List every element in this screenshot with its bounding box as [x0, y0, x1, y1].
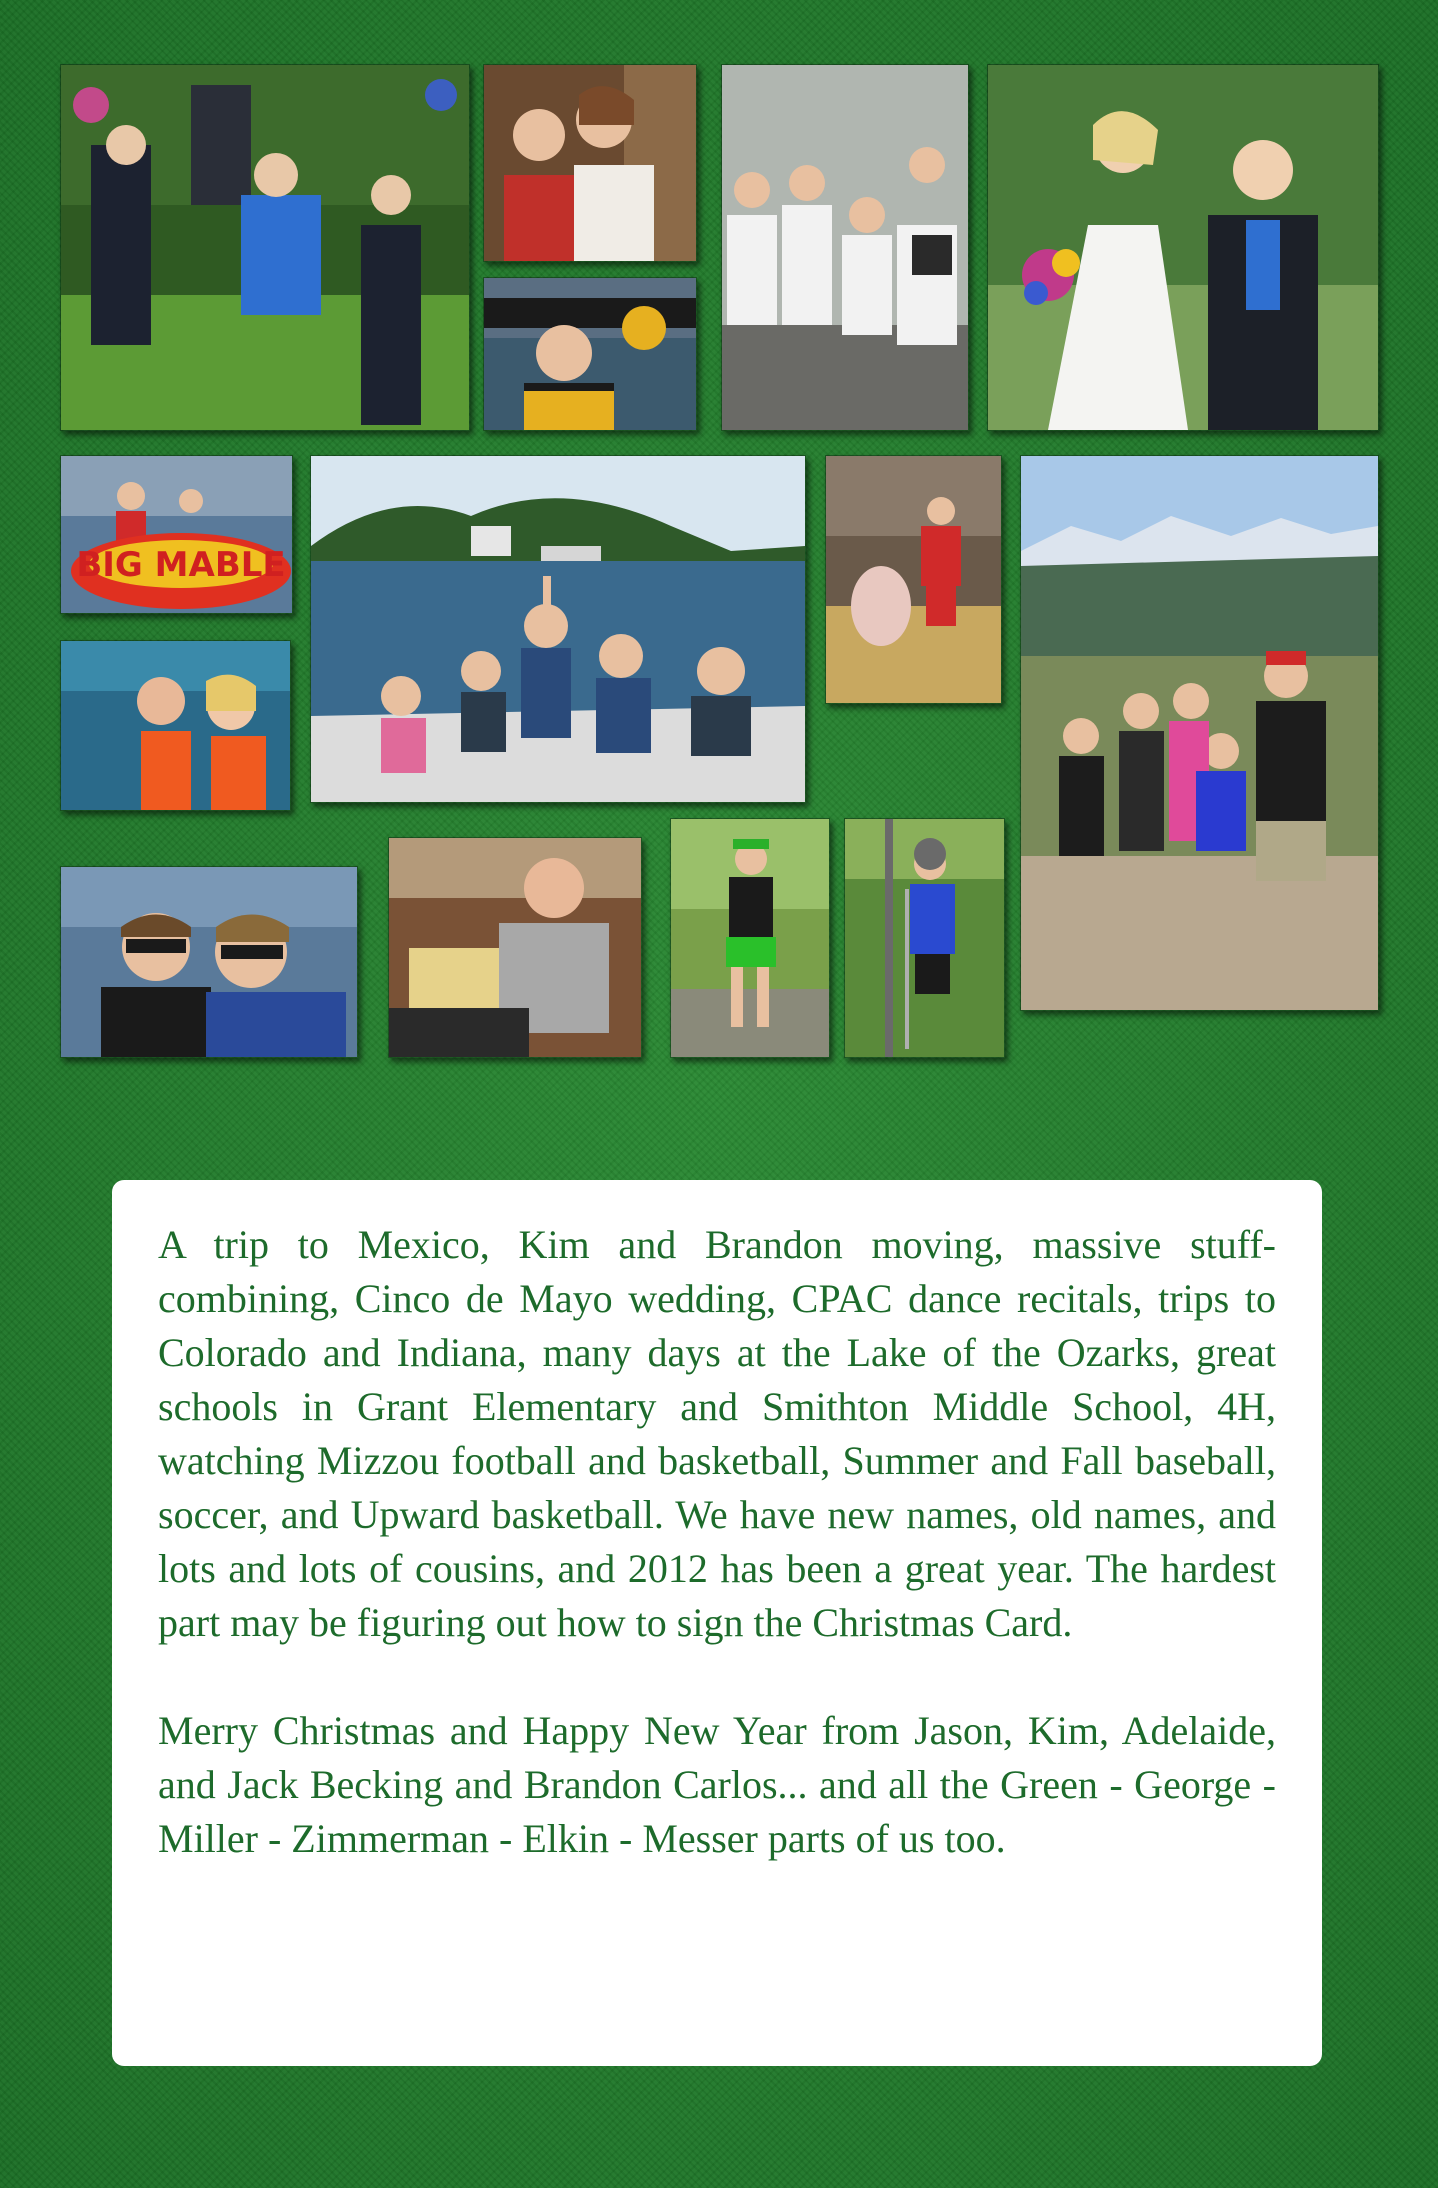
photo-4h-pig	[825, 455, 1002, 704]
photo-big-mable-tube	[60, 455, 293, 614]
message-paragraph-greeting: Merry Christmas and Happy New Year from Jason, Kim, Adelaide, and Jack Becking and Brandon Carlos... and all the Green - George - Miller - Zimmerman - Elkin - Messer parts of us too.	[158, 1708, 1276, 1861]
photo-lake-boat	[310, 455, 806, 803]
big-mable-logo: BIG MABLE	[76, 545, 286, 585]
message-panel	[112, 1180, 1322, 2066]
photo-mizzou-fan	[483, 277, 697, 431]
message-paragraph-year-summary: A trip to Mexico, Kim and Brandon moving, massive stuff-combining, Cinco de Mayo wedding, CPAC dance recitals, trips to Colorado and Indiana, many days at the Lake of the Ozarks, great schools in Grant Elementary and Smithton Middle School, 4H, watching Mizzou football and basketball, Summer and Fall baseball, soccer, and Upward basketball. We have new names, old names, and lots and lots of cousins, and 2012 has been a great year. The hardest part may be figuring out how to sign the Christmas Card.	[158, 1222, 1276, 1645]
photo-bride-and-boy	[987, 64, 1379, 431]
photo-couple-life-jackets	[60, 640, 291, 811]
photo-school-concert	[721, 64, 969, 431]
photo-girl-dance	[670, 818, 830, 1058]
photo-boys-sunglasses	[60, 866, 358, 1058]
photo-dad-reading	[388, 837, 642, 1058]
photo-colorado-family	[1020, 455, 1379, 1011]
photo-boy-scooter	[844, 818, 1005, 1058]
photo-wedding-party	[60, 64, 470, 431]
photo-mother-daughter	[483, 64, 697, 262]
